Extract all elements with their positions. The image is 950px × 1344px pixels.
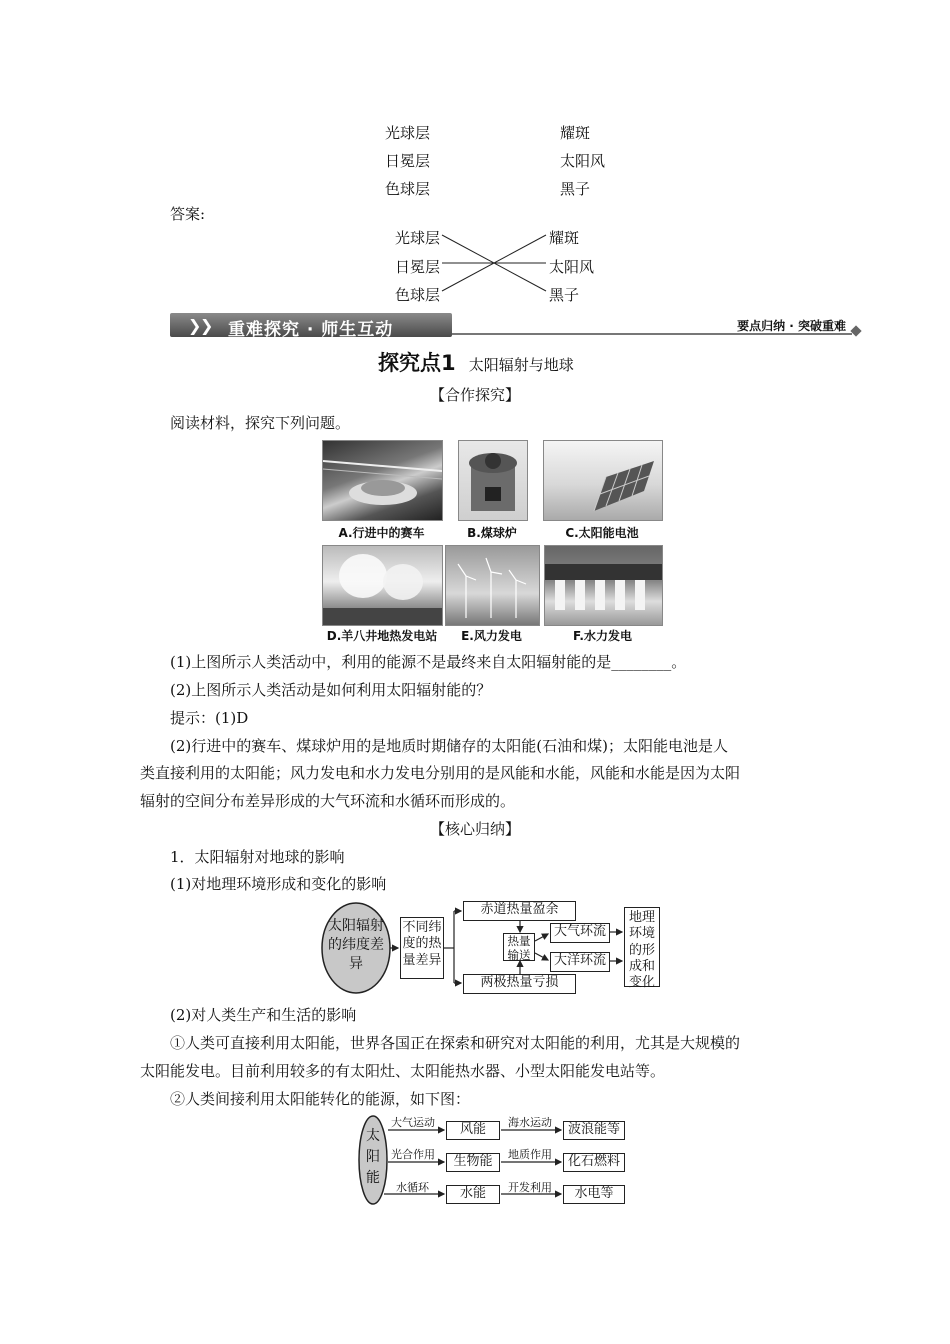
diamond-icon — [850, 325, 861, 336]
answer-left-1: 光球层 — [395, 229, 441, 247]
diagram1-latitude-box: 不同纬度的热量差异 — [400, 917, 444, 979]
diagram2-label-photosynthesis: 光合作用 — [391, 1148, 435, 1161]
flow-diagram-environment — [320, 897, 665, 999]
heading-text: 太阳辐射与地球 — [468, 356, 574, 374]
photo-caption-d: D.羊八井地热发电站 — [326, 629, 438, 643]
hint-1: 提示：(1)D — [170, 709, 249, 727]
hint-2-line-3: 辐射的空间分布差异形成的大气环流和水循环而形成的。 — [140, 792, 516, 810]
question-1: (1)上图所示人类活动中，利用的能源不是最终来自太阳辐射能的是________。 — [170, 653, 687, 671]
diagram2-hydro-box: 水能 — [446, 1185, 500, 1204]
diagram1-ocean-box: 大洋环流 — [550, 952, 610, 972]
point-1: 1．太阳辐射对地球的影响 — [170, 848, 345, 866]
quiz-right-1: 耀斑 — [560, 124, 591, 142]
diagram2-wind-box: 风能 — [446, 1121, 500, 1140]
quiz-right-2: 太阳风 — [560, 152, 606, 170]
question-2: (2)上图所示人类活动是如何利用太阳辐射能的？ — [170, 681, 492, 699]
banner-title: 重难探究 · 师生互动 — [228, 320, 394, 340]
diagram1-poles-box: 两极热量亏损 — [463, 974, 576, 994]
answer-match-lines — [440, 225, 550, 300]
diagram2-label-atmosphere: 大气运动 — [391, 1116, 435, 1129]
diagram1-heat-transfer-box: 热量输送 — [503, 933, 535, 961]
answer-right-3: 黑子 — [549, 286, 580, 304]
diagram2-hydropower-box: 水电等 — [563, 1185, 625, 1204]
para-2-line-1: ①人类可直接利用太阳能，世界各国正在探索和研究对太阳能的利用，尤其是大规模的 — [170, 1034, 741, 1052]
photo-wind-power — [445, 545, 540, 626]
quiz-left-2: 日冕层 — [385, 152, 431, 170]
quiz-left-3: 色球层 — [385, 180, 431, 198]
diagram2-ellipse-text: 太阳能 — [366, 1128, 380, 1186]
diagram2-bio-box: 生物能 — [446, 1153, 500, 1172]
answer-right-1: 耀斑 — [549, 229, 580, 247]
diagram2-label-seawater: 海水运动 — [508, 1116, 552, 1129]
diagram1-atmosphere-box: 大气环流 — [550, 923, 610, 943]
hint-2-line-2: 类直接利用的太阳能；风力发电和水力发电分别用的是风能和水能，风能和水能是因为太阳 — [140, 764, 741, 782]
point-1b: (2)对人类生产和生活的影响 — [170, 1006, 357, 1024]
diagram2-label-water-cycle: 水循环 — [396, 1181, 429, 1194]
diagram1-ellipse-text: 太阳辐射的纬度差异 — [328, 918, 384, 972]
photo-solar-panel — [543, 440, 663, 521]
section-banner — [170, 313, 860, 339]
photo-caption-c: C.太阳能电池 — [565, 526, 639, 540]
photo-coal-stove — [458, 440, 528, 521]
answer-left-3: 色球层 — [395, 286, 441, 304]
intro-text: 阅读材料，探究下列问题。 — [170, 414, 351, 432]
photo-race-car — [322, 440, 443, 521]
section-heading — [378, 347, 574, 377]
diagram2-wave-box: 波浪能等 — [563, 1121, 625, 1140]
answer-right-2: 太阳风 — [549, 258, 595, 276]
quiz-right-3: 黑子 — [560, 180, 591, 198]
diagram2-fossil-box: 化石燃料 — [563, 1153, 625, 1172]
core-heading: 【核心归纳】 — [429, 820, 520, 838]
heading-bold: 探究点1 — [378, 351, 456, 375]
answer-left-2: 日冕层 — [395, 258, 441, 276]
photo-caption-b: B.煤球炉 — [467, 526, 517, 540]
photo-hydropower — [544, 545, 663, 626]
diagram2-label-development: 开发利用 — [508, 1181, 552, 1194]
photo-caption-f: F.水力发电 — [573, 629, 632, 643]
photo-caption-e: E.风力发电 — [461, 629, 522, 643]
diagram1-result-box: 地理环境的形成和变化 — [624, 907, 660, 987]
diagram2-label-geology: 地质作用 — [508, 1148, 552, 1161]
point-1a: (1)对地理环境形成和变化的影响 — [170, 875, 387, 893]
answer-label: 答案: — [170, 205, 206, 223]
chevron-icon: ❯ — [200, 316, 214, 335]
hint-2-line-1: (2)行进中的赛车、煤球炉用的是地质时期储存的太阳能(石油和煤)；太阳能电池是人 — [170, 737, 728, 755]
banner-right-text: 要点归纳 · 突破重难 — [737, 319, 846, 333]
para-3: ②人类间接利用太阳能转化的能源，如下图： — [170, 1090, 471, 1108]
chevron-icon: ❯ — [188, 316, 202, 335]
diagram1-equator-box: 赤道热量盈余 — [463, 901, 576, 921]
photo-geothermal — [322, 545, 443, 626]
quiz-left-1: 光球层 — [385, 124, 431, 142]
coop-heading: 【合作探究】 — [429, 386, 520, 404]
photo-caption-a: A.行进中的赛车 — [338, 526, 425, 540]
para-2-line-2: 太阳能发电。目前利用较多的有太阳灶、太阳能热水器、小型太阳能发电站等。 — [140, 1062, 666, 1080]
flow-diagram-solar-energy — [358, 1112, 628, 1208]
